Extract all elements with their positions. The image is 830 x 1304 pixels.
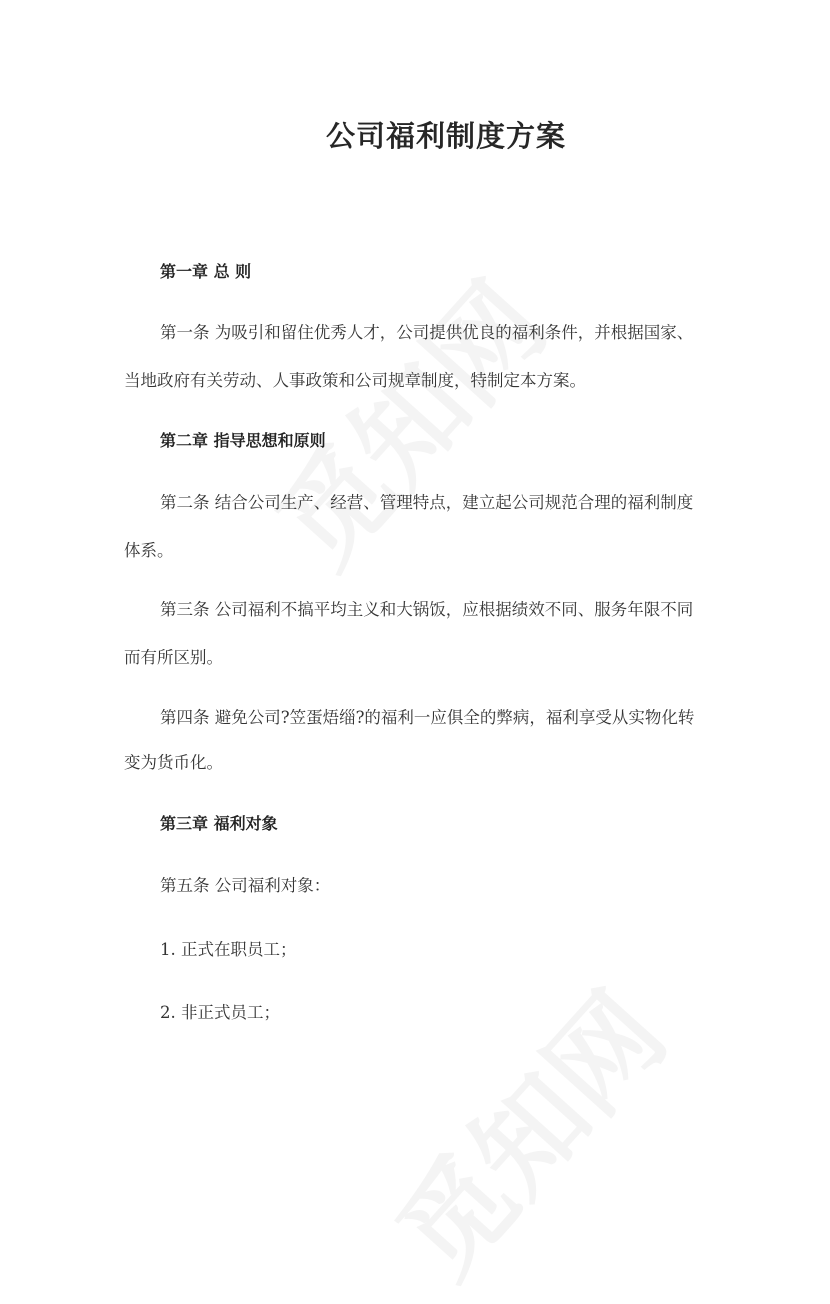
list-item-1: 1. 正式在职员工； bbox=[160, 940, 297, 959]
article-3-line-1: 第三条 公司福利不搞平均主义和大锅饭，应根据绩效不同、服务年限不同 bbox=[160, 600, 694, 619]
article-5-line: 第五条 公司福利对象： bbox=[160, 876, 331, 895]
article-4-line-1: 第四条 避免公司?笠蛋焐缁?的福利一应俱全的弊病，福利享受从实物化转 bbox=[160, 708, 695, 727]
chapter-2-heading: 第二章 指导思想和原则 bbox=[160, 431, 326, 450]
article-2-line-2: 体系。 bbox=[124, 541, 174, 560]
chapter-1-heading: 第一章 总 则 bbox=[160, 262, 252, 281]
article-2-line-1: 第二条 结合公司生产、经营、管理特点，建立起公司规范合理的福利制度 bbox=[160, 493, 694, 512]
article-1-line-2: 当地政府有关劳动、人事政策和公司规章制度，特制定本方案。 bbox=[124, 371, 586, 390]
chapter-3-heading: 第三章 福利对象 bbox=[160, 814, 278, 833]
article-1-line-1: 第一条 为吸引和留住优秀人才，公司提供优良的福利条件，并根据国家、 bbox=[160, 323, 694, 342]
list-item-2: 2. 非正式员工； bbox=[160, 1003, 280, 1022]
article-4-line-2: 变为货币化。 bbox=[124, 753, 223, 772]
article-3-line-2: 而有所区别。 bbox=[124, 648, 223, 667]
document-title: 公司福利制度方案 bbox=[325, 119, 566, 153]
